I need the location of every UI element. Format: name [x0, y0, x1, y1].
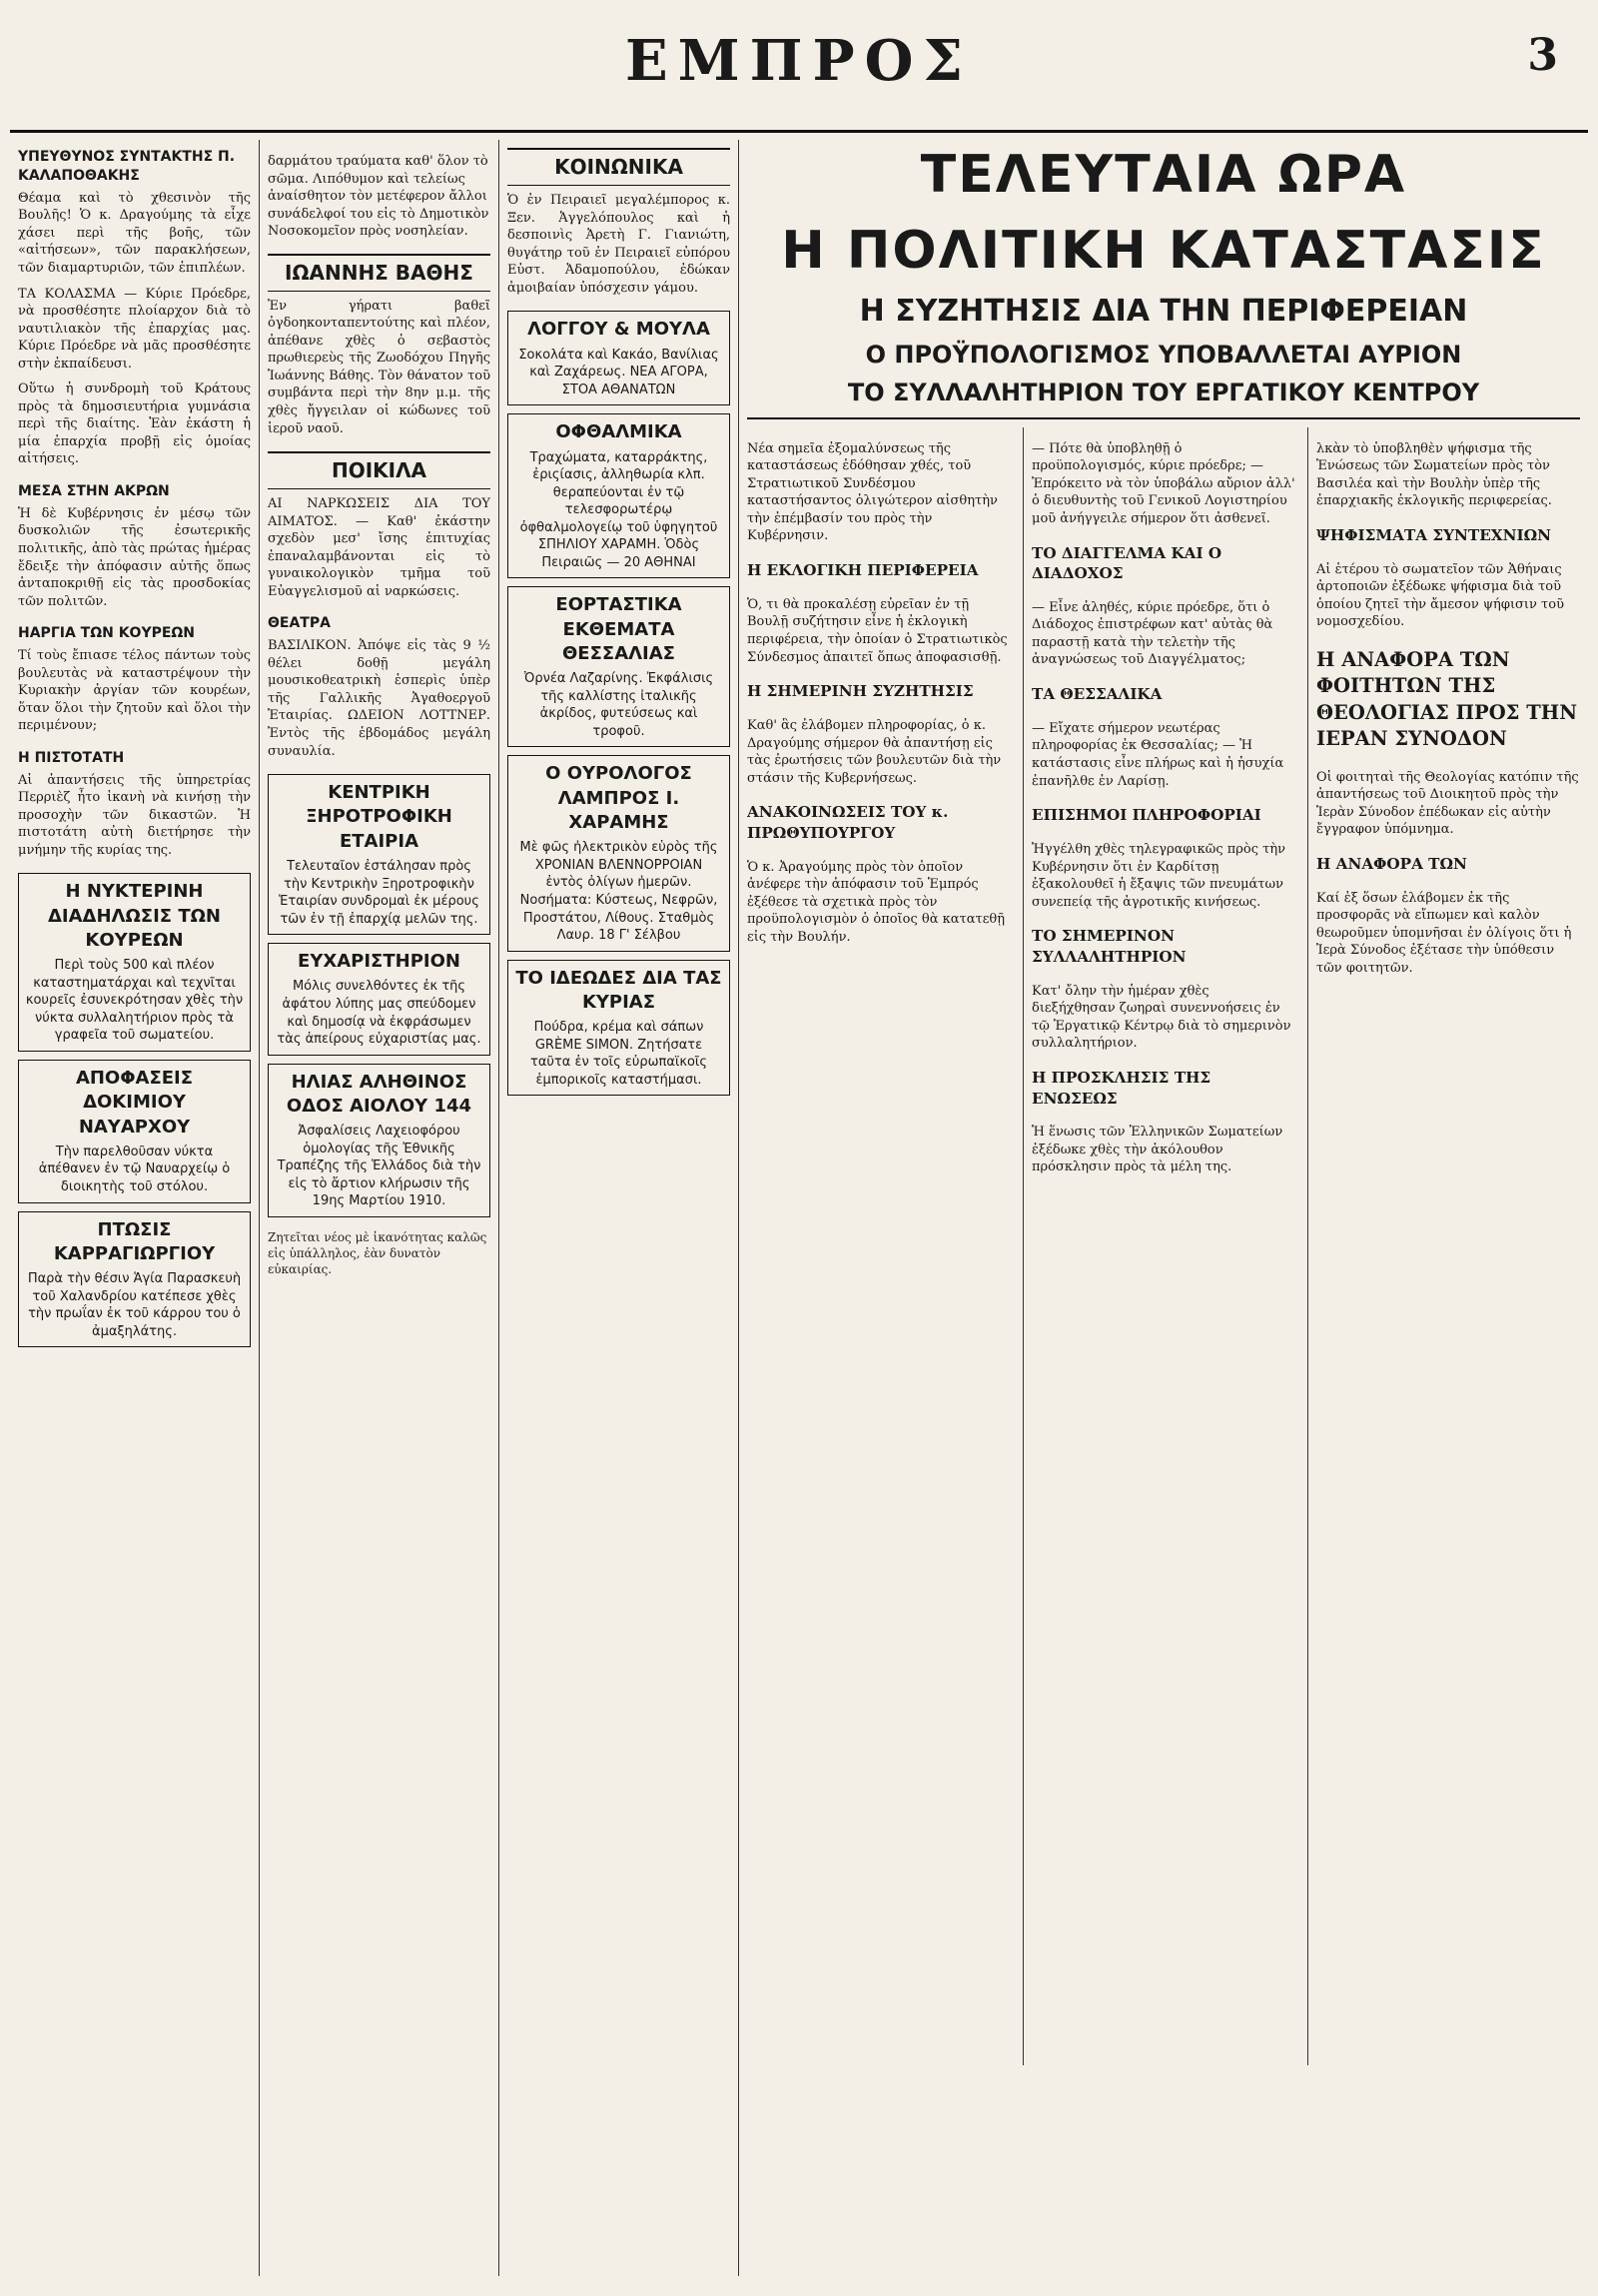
col2-section-2: [268, 451, 490, 600]
col2-ad-2-text: Μόλις συνελθόντες ἐκ τῆς ἀφάτου λύπης μας σπεύδομεν καὶ δημοσίᾳ νὰ ἐκφράσωμεν τὰς ἀπείρους εὐχαριστίας μας.: [277, 979, 481, 1048]
col2-section-3-text: ΒΑΣΙΛΙΚΟΝ. Ἀπόψε εἰς τὰς 9 ½ θέλει δοθῇ μεγάλη μουσικοθεατρικὴ ἑσπερὶς ὑπὲρ τῆς Γαλλικῆς Ἀγαθοεργοῦ Ἑταιρίας. ΩΔΕΙΟΝ ΛΟΤΤΝΕΡ. Ἐντὸς τῆς ἑβδομάδος μεγάλη συναυλία.: [268, 638, 490, 759]
col2-ad-1-title: ΚΕΝΤΡΙΚΗ ΞΗΡΟΤΡΟΦΙΚΗ ΕΤΑΙΡΙΑ: [306, 782, 452, 852]
newspaper-title: ΕΜΠΡΟΣ: [624, 28, 974, 94]
col3-ad-4-subtitle: ΛΑΜΠΡΟΣ Ι. ΧΑΡΑΜΗΣ: [557, 787, 680, 834]
col1-ad-3-text: Παρὰ τὴν θέσιν Ἁγία Παρασκευὴ τοῦ Χαλανδρίου κατέπεσε χθὲς τὴν πρωΐαν ἐκ τοῦ κάρρου του ὁ ἀμαξηλάτης.: [27, 1271, 242, 1339]
main-c-paragraph-3: Οἱ φοιτηταὶ τῆς Θεολογίας κατόπιν τῆς ἀπαντήσεως τοῦ Διοικητοῦ πρὸς τὴν Ἱερὰν Σύνοδον ἐπέδωκαν εἰς αὐτὴν ἔγγραφον ὑπόμνημα.: [1316, 769, 1579, 838]
col1-section-2: [18, 624, 251, 735]
col3-section-1-title: ΚΟΙΝΩΝΙΚΑ: [507, 148, 730, 186]
main-column-a: [747, 427, 1011, 2065]
column-2: [260, 140, 499, 2276]
col1-ad-2: [18, 1060, 251, 1203]
col3-ad-1-text: Σοκολάτα καὶ Κακάο, Βανίλιας καὶ Ζαχάρεως. ΝΕΑ ΑΓΟΡΑ, ΣΤΟΑ ΑΘΑΝΑΤΩΝ: [518, 347, 719, 397]
col3-section-1: [507, 148, 730, 297]
col1-paragraph-3: Οὕτω ἡ συνδρομὴ τοῦ Κράτους πρὸς τὰ δημοσιευτήρια γυμνάσια περὶ τῆς διαίτης. Ἐὰν ἐκάστη ἡ μία ἐπαρχία προβῇ εἰς ὁμοίας αἰτήσεις.: [18, 382, 251, 467]
col3-ad-5: [507, 960, 730, 1097]
lead-headline-5: ΤΟ ΣΥΛΛΑΛΗΤΗΡΙΟΝ ΤΟΥ ΕΡΓΑΤΙΚΟΥ ΚΕΝΤΡΟΥ: [847, 379, 1480, 407]
col2-footer-note: Ζητεῖται νέος μὲ ἱκανότητας καλῶς εἰς ὑπάλληλος, ἐὰν δυνατὸν εὐκαιρίας.: [268, 1230, 487, 1277]
main-c-paragraph-2: Αἱ ἑτέρου τὸ σωματεῖον τῶν Ἀθήναις ἀρτοποιῶν ἐξέδωκε ψήφισμα διὰ τοῦ ὁποίου ζητεῖ τὴν ἄμεσον ψήφισιν τοῦ νομοσχεδίου.: [1316, 561, 1564, 630]
col1-section-2-text: Τί τοὺς ἔπιασε τέλος πάντων τοὺς βουλευτὰς νὰ καταστρέψουν τὴν Κυριακὴν ἀργίαν τῶν κουρέων, ὅταν ὅλοι τὴν ζητοῦν καὶ ὅλοι τὴν περιμένουν;: [18, 648, 251, 734]
col2-section-2-text: ΑΙ ΝΑΡΚΩΣΕΙΣ ΔΙΑ ΤΟΥ ΑΙΜΑΤΟΣ. — Καθ' ἐκάστην σχεδὸν μεσ' ἴσης ἐπιτυχίας ἐπαναλαμβάνονται εἰς τὸ γυναικολογικὸν τμῆμα τοῦ Εὐαγγελισμοῦ αἱ ναρκώσεις.: [268, 496, 490, 599]
main-b-paragraph-4: Ἡγγέλθη χθὲς τηλεγραφικῶς πρὸς τὴν Κυβέρνησιν ὅτι ἐν Καρδίτσῃ ἐξακολουθεῖ ἡ ἔξαψις τῶν πνευμάτων συνεπείᾳ τῆς ἀγροτικῆς κινήσεως.: [1032, 842, 1286, 910]
col3-section-1-text: Ὁ ἐν Πειραιεῖ μεγαλέμπορος κ. Ξεν. Ἀγγελόπουλος καὶ ἡ δεσποινὶς Ἀρετὴ Γ. Γιανιώτη, θυγάτηρ τοῦ ἐν Πειραιεῖ εὐπόρου Εὐστ. Ἀδαμοπούλου, ἐδώκαν ἀμοιβαίαν ὑπόσχεσιν γάμου.: [507, 193, 730, 296]
main-b-paragraph-1: — Πότε θὰ ὑποβληθῇ ὁ προϋπολογισμός, κύριε πρόεδρε; — Ἐπρόκειτο νὰ τὸν ὑποβάλω αὔριον ἀλλ' ὁ διευθυντὴς τοῦ Γενικοῦ Λογιστηρίου μοῦ ἀνήγγειλε σήμερον ὅτι ἀσθενεῖ.: [1032, 440, 1295, 526]
col2-ad-3-title: ΗΛΙΑΣ ΑΛΗΘΙΝΟΣ: [291, 1071, 467, 1093]
lead-headline-1: ΤΕΛΕΥΤΑΙΑ ΩΡΑ: [920, 145, 1407, 205]
col3-ad-3-text: Ὀρνέα Λαζαρίνης. Ἐκφάλισις τῆς καλλίστης ἰταλικῆς ἀκρίδος, φυτεύσεως καὶ τροφοῦ.: [523, 671, 714, 739]
main-b-paragraph-2: — Εἶνε ἀληθές, κύριε πρόεδρε, ὅτι ὁ Διάδοχος ἐπιστρέφων κατ' αὐτὰς θὰ παραστῇ κατὰ τὴν τελετὴν τῆς ἀναγνώσεως τοῦ Διαγγέλματος;: [1032, 599, 1273, 668]
main-a-paragraph-1: Νέα σημεῖα ἐξομαλύνσεως τῆς καταστάσεως ἐδόθησαν χθές, τοῦ Στρατιωτικοῦ Συνδέσμου καταστήσαντος ὀλιγώτερον αἰσθητὴν τὴν ἐπέμβασίν του πρὸς τὴν Κυβέρνησιν.: [747, 440, 998, 544]
col2-ad-3: [268, 1064, 490, 1217]
col2-section-1-text: Ἐν γήρατι βαθεῖ ὀγδοηκονταπεντούτης καὶ πλέον, ἀπέθανε χθὲς ὁ σεβαστὸς πρωθιερεὺς τῆς Ζωοδόχου Πηγῆς Ἰωάννης Βάθης. Τὸν θάνατον τοῦ συμβάντα περὶ τὴν 8ην μ.μ. τῆς χθὲς ἤγγειλαν οἱ κώδωνες τοῦ ἱεροῦ ναοῦ.: [268, 298, 490, 436]
col2-section-3-title: ΘΕΑΤΡΑ: [268, 615, 331, 632]
col3-ad-4: [507, 755, 730, 951]
col2-section-3: [268, 614, 490, 760]
col3-ad-4-text: Μὲ φῶς ἠλεκτρικὸν εὑρὸς τῆς ΧΡΟΝΙΑΝ ΒΛΕΝΝΟΡΡΟΙΑΝ ἐντὸς ὀλίγων ἡμερῶν. Νοσήματα: Κύστεως, Νεφρῶν, Προστάτου, Λίθους. Σταθμὸς Λαυρ. 18 Γ' Σέλβου: [519, 840, 718, 944]
main-c-paragraph-1: λκὰν τὸ ὑποβληθὲν ψήφισμα τῆς Ἑνώσεως τῶν Σωματείων πρὸς τὸν Βασιλέα καὶ τὴν Βουλὴν ὑπὲρ τῆς ἐπαρχιακῆς ἐκλογικῆς περιφερείας.: [1316, 440, 1552, 509]
col3-ad-3-title: ΕΟΡΤΑΣΤΙΚΑ ΕΚΘΕΜΑΤΑ ΘΕΣΣΑΛΙΑΣ: [555, 594, 682, 664]
col2-ad-3-text: Ἀσφαλίσεις Λαχειοφόρου ὁμολογίας τῆς Ἐθνικῆς Τραπέζης τῆς Ἑλλάδος διὰ τὴν εἰς τὸ ἄρτιον κλήρωσιν τῆς 19ης Μαρτίου 1910.: [277, 1124, 481, 1209]
col1-section-2-title: ΗΑΡΓΙΑ ΤΩΝ ΚΟΥΡΕΩΝ: [18, 625, 196, 642]
main-a-title-1: Η ΕΚΛΟΓΙΚΗ ΠΕΡΙΦΕΡΕΙΑ: [747, 561, 979, 580]
main-b-paragraph-3: — Εἴχατε σήμερον νεωτέρας πληροφορίας ἐκ Θεσσαλίας; — Ἡ κατάστασις εἶνε πλήρως καὶ ἡ ἡσυχία ἐπανῆλθε ἐν Λαρίσῃ.: [1032, 720, 1284, 789]
col3-ad-2-text: Τραχώματα, καταρράκτης, ἐριςίασις, ἀλληθωρία κλπ. θεραπεύονται ἐν τῷ τελεσφορωτέρῳ ὀφθαλμολογείῳ τοῦ ὑφηγητοῦ ΣΠΗΛΙΟΥ ΧΑΡΑΜΗ. Ὁδὸς Πειραιῶς — 20 ΑΘΗΝΑΙ: [519, 449, 718, 570]
main-b-title-3: ΕΠΙΣΗΜΟΙ ΠΛΗΡΟΦΟΡΙΑΙ: [1032, 806, 1261, 825]
col1-section-1: [18, 482, 251, 610]
col1-section-1-text: Ἡ δὲ Κυβέρνησις ἐν μέσῳ τῶν δυσκολιῶν τῆς ἐσωτερικῆς πολιτικῆς, ἀπὸ τὰς πρώτας ἡμέρας ἔδειξε τὴν ἀπόφασιν αὐτῆς ὅπως ἀνταποκριθῇ εἰς τὰς προσδοκίας τῶν πολιτῶν.: [18, 505, 251, 609]
col1-paragraph-2: ΤΑ ΚΟΛΑΣΜΑ — Κύριε Πρόεδρε, νὰ προσθέσητε πλοίαρχον διὰ τὸ ναυτιλιακὸν τῆς ἐπαρχίας μας. Κύριε Πρόεδρε νὰ μᾶς προσθέσητε στὴν ἐκπαίδευσι.: [18, 286, 251, 372]
column-3: [499, 140, 739, 2276]
col1-section-3-text: Αἱ ἀπαντήσεις τῆς ὑπηρετρίας Περριὲζ ἦτο ἱκανὴ νὰ κινήσῃ τὴν προσοχὴν τῶν δικαστῶν. Ἡ πιστοτάτη αὐτὴ διετήρησε τὴν μνήμην τῆς κυρίας της.: [18, 772, 251, 858]
main-c-paragraph-4: Καί ἐξ ὅσων ἐλάβομεν ἐκ τῆς προσφορᾶς νὰ εἴπωμεν καὶ καλὸν θεωροῦμεν ὑπομνῆσαι ἐν ὀλίγοις ὅτι ἡ Ἱερὰ Σύνοδος ἐξέτασε τὴν ὑπόθεσιν τῶν φοιτητῶν.: [1316, 890, 1572, 976]
col1-ad-3: [18, 1211, 251, 1348]
col2-ad-1: [268, 774, 490, 935]
col1-ad-2-text: Τὴν παρελθοῦσαν νύκτα ἀπέθανεν ἐν τῷ Ναυαρχείῳ ὁ διοικητὴς τοῦ στόλου.: [38, 1144, 231, 1195]
lead-headline-2: Η ΠΟΛΙΤΙΚΗ ΚΑΤΑΣΤΑΣΙΣ: [781, 221, 1546, 282]
col2-section-1-title: ΙΩΑΝΝΗΣ ΒΑΘΗΣ: [268, 254, 490, 292]
col2-ad-3-subtitle: ΟΔΟΣ ΑΙΟΛΟΥ 144: [286, 1095, 472, 1117]
col1-section-3: [18, 749, 251, 860]
col3-ad-5-title: ΤΟ ΙΔΕΩΔΕΣ ΔΙΑ ΤΑΣ ΚΥΡΙΑΣ: [515, 967, 722, 1013]
col1-section-1-title: ΜΕΣΑ ΣΤΗΝ ΑΚΡΩΝ: [18, 482, 170, 499]
column-1: [10, 140, 260, 2276]
col2-paragraph-1: δαρμάτου τραύματα καθ' ὅλον τὸ σῶμα. Λιπόθυμον καὶ τελείως ἀναίσθητον τὸν μετέφερον ἄλλοι συνάδελφοί του εἰς τὸ Δημοτικὸν Νοσοκομεῖον πρὸς νοσηλείαν.: [268, 154, 489, 240]
col2-section-2-title: ΠΟΙΚΙΛΑ: [268, 451, 490, 489]
main-lead: [739, 140, 1588, 2276]
lead-headline-4: Ο ΠΡΟΫΠΟΛΟΓΙΣΜΟΣ ΥΠΟΒΑΛΛΕΤΑΙ ΑΥΡΙΟΝ: [865, 340, 1462, 369]
main-b-paragraph-6: Ἡ ἕνωσις τῶν Ἑλληνικῶν Σωματείων ἐξέδωκε χθὲς τὴν ἀκόλουθον πρόσκλησιν πρὸς τὰ μέλη της.: [1032, 1125, 1283, 1175]
col1-ad-1: [18, 873, 251, 1052]
col3-ad-3: [507, 586, 730, 747]
col1-ad-2-title: ΑΠΟΦΑΣΕΙΣ ΔΟΚΙΜΙΟΥ ΝΑΥΑΡΧΟΥ: [75, 1068, 194, 1138]
main-c-title-2: Η ΑΝΑΦΟΡΑ ΤΩΝ ΦΟΙΤΗΤΩΝ ΤΗΣ ΘΕΟΛΟΓΙΑΣ ΠΡΟΣ ΤΗΝ ΙΕΡΑΝ ΣΥΝΟΔΟΝ: [1316, 648, 1578, 751]
col1-paragraph-1: Θέαμα καὶ τὸ χθεσινὸν τῆς Βουλῆς! Ὁ κ. Δραγούμης τὰ εἶχε χάσει περὶ τῆς βοῆς, τῶν «αἰτήσεων», τῶν παρακλήσεων, τῶν διαμαρτυριῶν, τῶν ἐπιπλέων.: [18, 190, 251, 276]
masthead: [10, 10, 1588, 133]
main-c-title-1: ΨΗΦΙΣΜΑΤΑ ΣΥΝΤΕΧΝΙΩΝ: [1316, 526, 1552, 545]
col1-section-3-title: Η ΠΙΣΤΟΤΑΤΗ: [18, 749, 125, 766]
main-b-paragraph-5: Κατ' ὄλην τὴν ἡμέραν χθὲς διεξήχθησαν ζωηραὶ συνεννοήσεις ἐν τῷ Ἐργατικῷ Κέντρῳ διὰ τὸ σημερινὸν συλλαλητήριον.: [1032, 983, 1291, 1052]
lead-divider: [747, 417, 1580, 419]
main-b-title-5: Η ΠΡΟΣΚΛΗΣΙΣ ΤΗΣ ΕΝΩΣΕΩΣ: [1032, 1069, 1211, 1108]
main-a-paragraph-2: Ὁ, τι θὰ προκαλέσῃ εὐρεῖαν ἐν τῇ Βουλῇ συζήτησιν εἶνε ἡ ἐκλογικὴ περιφέρεια, τὴν ὁποίαν ὁ Στρατιωτικὸς Σύνδεσμος ἀπαιτεῖ ὅπως ἀποφασισθῇ.: [747, 596, 1008, 665]
col2-ad-1-text: Τελευταῖον ἐστάλησαν πρὸς τὴν Κεντρικὴν Ξηροτροφικὴν Ἑταιρίαν συνδρομαὶ ἐκ μέρους τῶν ἐν τῇ ἐπαρχίᾳ μελῶν της.: [279, 859, 479, 927]
main-column-b: [1023, 427, 1295, 2065]
col1-ad-1-text: Περὶ τοὺς 500 καὶ πλέον καταστηματάρχαι καὶ τεχνῖται κουρεῖς ἐσυνεκρότησαν χθὲς τὴν νύκτα συλλαλητήριον πρὸς τὰ γραφεῖα τοῦ σωματείου.: [25, 958, 244, 1044]
col3-ad-2-title: ΟΦΘΑΛΜΙΚΑ: [555, 421, 682, 443]
editor-name: ΥΠΕΥΘΥΝΟΣ ΣΥΝΤΑΚΤΗΣ Π. ΚΑΛΑΠΟΘΑΚΗΣ: [18, 149, 236, 184]
lead-headline-3: Η ΣΥΖΗΤΗΣΙΣ ΔΙΑ ΤΗΝ ΠΕΡΙΦΕΡΕΙΑΝ: [859, 294, 1468, 330]
col1-ad-3-title: ΠΤΩΣΙΣ ΚΑΡΡΑΓΙΩΡΓΙΟΥ: [53, 1218, 216, 1264]
main-a-paragraph-4: Ὁ κ. Ἀραγούμης πρὸς τὸν ὁποῖον ἀνέφερε τὴν ἀπόφασιν τοῦ Ἐμπρός ἐξέθεσε τὰ σχετικὰ πρὸς τὸν προϋπολογισμὸν ὁ ὁποῖος θὰ κατατεθῇ εἰς τὴν Βουλήν.: [747, 859, 1006, 945]
col2-ad-2-title: ΕΥΧΑΡΙΣΤΗΡΙΟΝ: [298, 951, 460, 973]
main-b-title-1: ΤΟ ΔΙΑΓΓΕΛΜΑ ΚΑΙ Ο ΔΙΑΔΟΧΟΣ: [1032, 543, 1222, 583]
col3-ad-2: [507, 413, 730, 578]
col3-ad-5-text: Πούδρα, κρέμα καὶ σάπων GRÈME SIMON. Ζητήσατε ταῦτα ἐν τοῖς εὐρωπαϊκοῖς ἐμπορικοῖς καταστήμασι.: [530, 1020, 707, 1088]
main-a-paragraph-3: Καθ' ἃς ἐλάβομεν πληροφορίας, ὁ κ. Δραγούμης σήμερον θὰ ἀπαντήσῃ εἰς τὰς ἐρωτήσεις τῶν βουλευτῶν διὰ τὴν στάσιν τῆς Κυβερνήσεως.: [747, 717, 1002, 786]
col2-ad-2: [268, 943, 490, 1055]
col3-ad-4-title: Ο ΟΥΡΟΛΟΓΟΣ: [545, 763, 692, 785]
col1-ad-1-title: Η ΝΥΚΤΕΡΙΝΗ ΔΙΑΔΗΛΩΣΙΣ ΤΩΝ ΚΟΥΡΕΩΝ: [48, 881, 221, 951]
column-1-header: [18, 148, 251, 468]
col2-section-1: [268, 254, 490, 437]
page-number: 3: [1527, 30, 1558, 81]
main-c-title-3: Η ΑΝΑΦΟΡΑ ΤΩΝ: [1316, 854, 1467, 873]
main-b-title-2: ΤΑ ΘΕΣΣΑΛΙΚΑ: [1032, 685, 1163, 704]
main-a-title-3: ΑΝΑΚΟΙΝΩΣΕΙΣ ΤΟΥ κ. ΠΡΩΘΥΠΟΥΡΓΟΥ: [747, 803, 949, 842]
main-a-title-2: Η ΣΗΜΕΡΙΝΗ ΣΥΖΗΤΗΣΙΣ: [747, 682, 974, 701]
main-column-c: [1307, 427, 1580, 2065]
main-b-title-4: ΤΟ ΣΗΜΕΡΙΝΟΝ ΣΥΛΛΑΛΗΤΗΡΙΟΝ: [1032, 927, 1187, 966]
col3-ad-1-title: ΛΟΓΓΟΥ & ΜΟΥΛΑ: [527, 319, 710, 341]
col3-ad-1: [507, 311, 730, 405]
